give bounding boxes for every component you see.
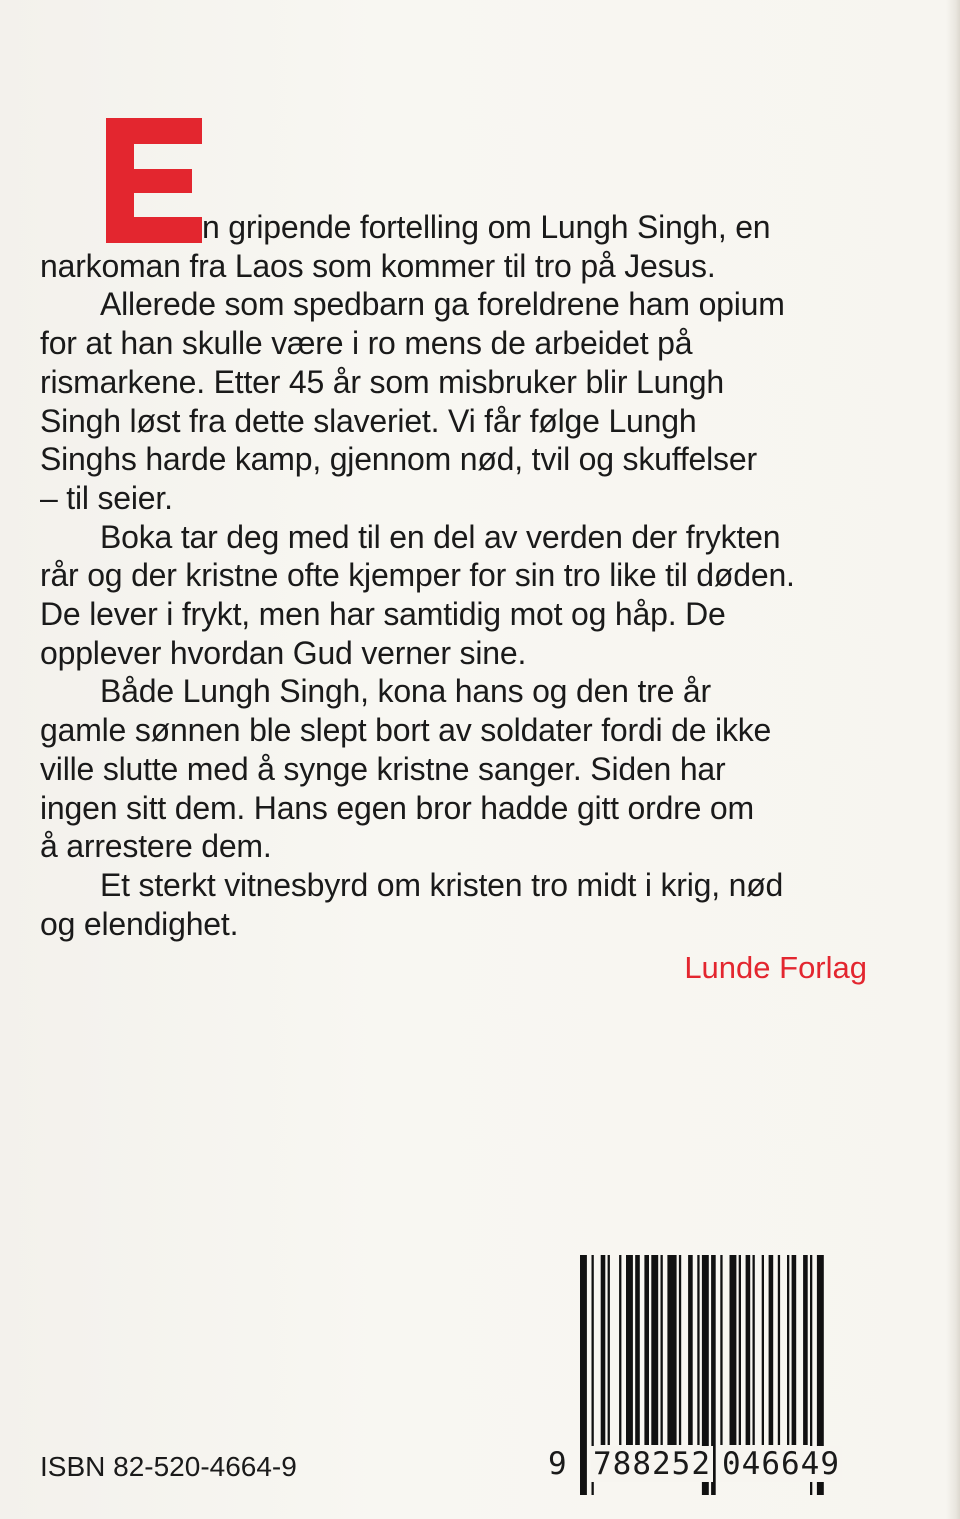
barcode-bar <box>619 1255 621 1445</box>
blurb-line: rismarkene. Etter 45 år som misbruker blir Lungh <box>40 363 724 400</box>
blurb-paragraph <box>40 866 875 943</box>
barcode-bar <box>608 1255 610 1445</box>
blurb-line: Boka tar deg med til en del av verden der frykten <box>100 518 781 555</box>
barcode-bar <box>697 1255 699 1445</box>
barcode-lead-digit: 9 <box>548 1446 567 1482</box>
blurb-line: opplever hvordan Gud verner sine. <box>40 634 527 671</box>
blurb-text <box>40 208 875 943</box>
barcode-bar <box>769 1255 774 1445</box>
blurb-line: Et sterkt vitnesbyrd om kristen tro midt i krig, nød <box>100 866 784 903</box>
barcode-right-digits: 046649 <box>722 1446 840 1482</box>
cover-edge-shadow <box>946 0 960 1519</box>
blurb-line: ingen sitt dem. Hans egen bror hadde gitt ordre om <box>40 789 754 826</box>
barcode-bar <box>580 1255 587 1495</box>
blurb-line: gamle sønnen ble slept bort av soldater fordi de ikke <box>40 712 772 749</box>
blurb-line: Singh løst fra dette slaveriet. Vi får følge Lungh <box>40 402 697 439</box>
blurb-line: Singhs harde kamp, gjennom nød, tvil og skuffelser <box>40 441 757 478</box>
barcode-bar <box>792 1255 797 1445</box>
barcode-bar <box>730 1255 737 1445</box>
blurb-line: narkoman fra Laos som kommer til tro på Jesus. <box>40 247 716 284</box>
barcode-bar <box>787 1255 789 1445</box>
barcode-bar <box>778 1255 780 1445</box>
blurb-line: Både Lungh Singh, kona hans og den tre år <box>100 673 711 710</box>
barcode-bar <box>803 1255 808 1445</box>
barcode-bar <box>644 1255 649 1445</box>
blurb-line: n gripende fortelling om Lungh Singh, en <box>202 209 771 245</box>
blurb-line: De lever i frykt, men har samtidig mot og håp. De <box>40 596 726 633</box>
barcode-bar <box>661 1255 663 1445</box>
barcode-bar <box>651 1255 658 1445</box>
blurb-line: Allerede som spedbarn ga foreldrene ham opium <box>100 286 785 323</box>
blurb-paragraph <box>40 672 875 866</box>
barcode-bar <box>679 1255 681 1445</box>
barcode-bar <box>601 1255 606 1445</box>
publisher-name: Lunde Forlag <box>684 950 867 985</box>
blurb-paragraph <box>40 518 875 673</box>
barcode-bar <box>762 1255 764 1445</box>
blurb-line: – til seier. <box>40 479 173 516</box>
blurb-paragraph <box>40 208 875 285</box>
blurb-line: rår og der kristne ofte kjemper for sin tro like til døden. <box>40 557 795 594</box>
blurb-line: og elendighet. <box>40 905 239 942</box>
blurb-line: for at han skulle være i ro mens de arbeidet på <box>40 325 693 362</box>
barcode-bar <box>688 1255 693 1445</box>
blurb-line: å arrestere dem. <box>40 828 272 865</box>
barcode-bar <box>626 1255 633 1445</box>
isbn-number: ISBN 82-520-4664-9 <box>40 1451 297 1482</box>
barcode-bar <box>635 1255 640 1445</box>
barcode-left-digits: 788252 <box>593 1446 711 1482</box>
barcode-bar <box>739 1255 741 1445</box>
barcode-bar <box>746 1255 751 1445</box>
blurb-line: ville slutte med å synge kristne sanger. Siden har <box>40 750 726 787</box>
barcode-bar <box>667 1255 676 1445</box>
barcode-bar <box>753 1255 755 1445</box>
barcode-bar <box>720 1255 722 1445</box>
blurb-paragraph <box>40 285 875 517</box>
